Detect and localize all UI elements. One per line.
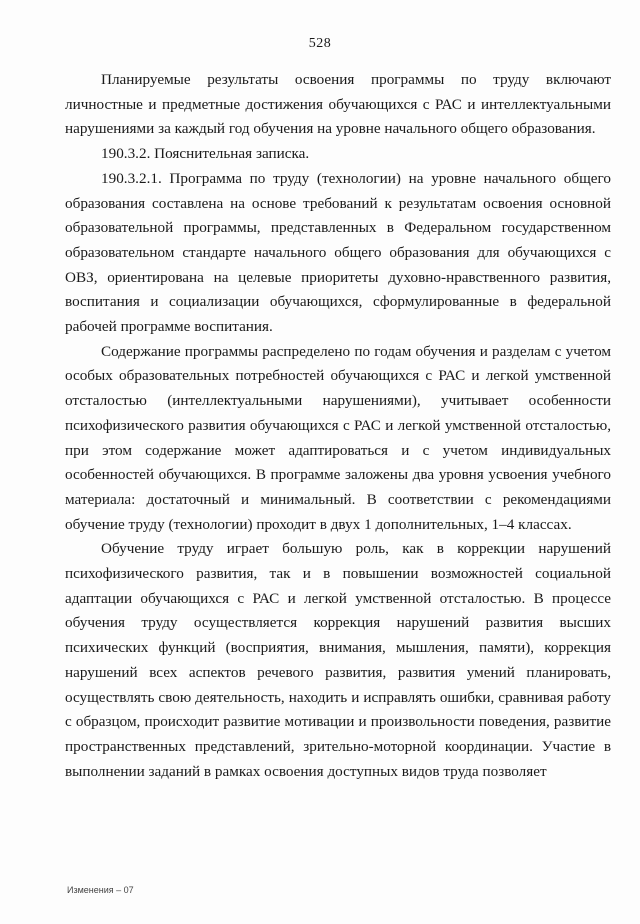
paragraph-program-content: Содержание программы распределено по годам обучения и разделам с учетом особых образовательных потребностей обучающихся с РАС и легкой умственной отсталостью (интеллектуальными нарушениями), учитывает особенности психофизического развития обучающихся с РАС и легкой умственной отсталостью, при этом содержание может адаптироваться и с учетом индивидуальных особенностей обучающихся. В программе заложены два уровня усвоения учебного материала: достаточный и минимальный. В соответствии с рекомендациями обучение труду (технологии) проходит в двух 1 дополнительных, 1–4 классах. — [65, 342, 611, 533]
paragraph-program-basis: 190.3.2.1. Программа по труду (технологии) на уровне начального общего образования составлена на основе требований к результатам освоения основной образовательной программы, представленных в Федеральном государственном образовательном стандарте начального общего образования для обучающихся с ОВЗ, ориентирована на целевые приоритеты духовно-нравственного развития, воспитания и социализации обучающихся, сформулированные в федеральной рабочей программе воспитания. — [65, 169, 611, 336]
paragraph-planned-results: Планируемые результаты освоения программы по труду включают личностные и предметные достижения обучающихся с РАС и интеллектуальными нарушениями за каждый год обучения на уровне начального общего образования. — [65, 71, 611, 138]
paragraph-labor-role: Обучение труду играет большую роль, как в коррекции нарушений психофизического развития, так и в повышении возможностей социальной адаптации обучающихся с РАС и легкой умственной отсталостью. В процессе обучения труду осуществляется коррекция нарушений развития высших психических функций (восприятия, внимания, мышления, памяти), коррекция нарушений всех аспектов речевого развития, развития умений планировать, осуществлять свою деятельность, находить и исправлять ошибки, сравнивая работу с образцом, происходит развитие мотивации и произвольности поведения, развитие пространственных представлений, зрительно-моторной координации. Участие в выполнении заданий в рамках освоения доступных видов труда позволяет — [65, 540, 611, 780]
paragraph-section-heading: 190.3.2. Пояснительная записка. — [101, 145, 310, 163]
footer-note: Изменения – 07 — [67, 885, 134, 895]
body-text — [65, 68, 611, 784]
page-number: 528 — [308, 36, 332, 51]
